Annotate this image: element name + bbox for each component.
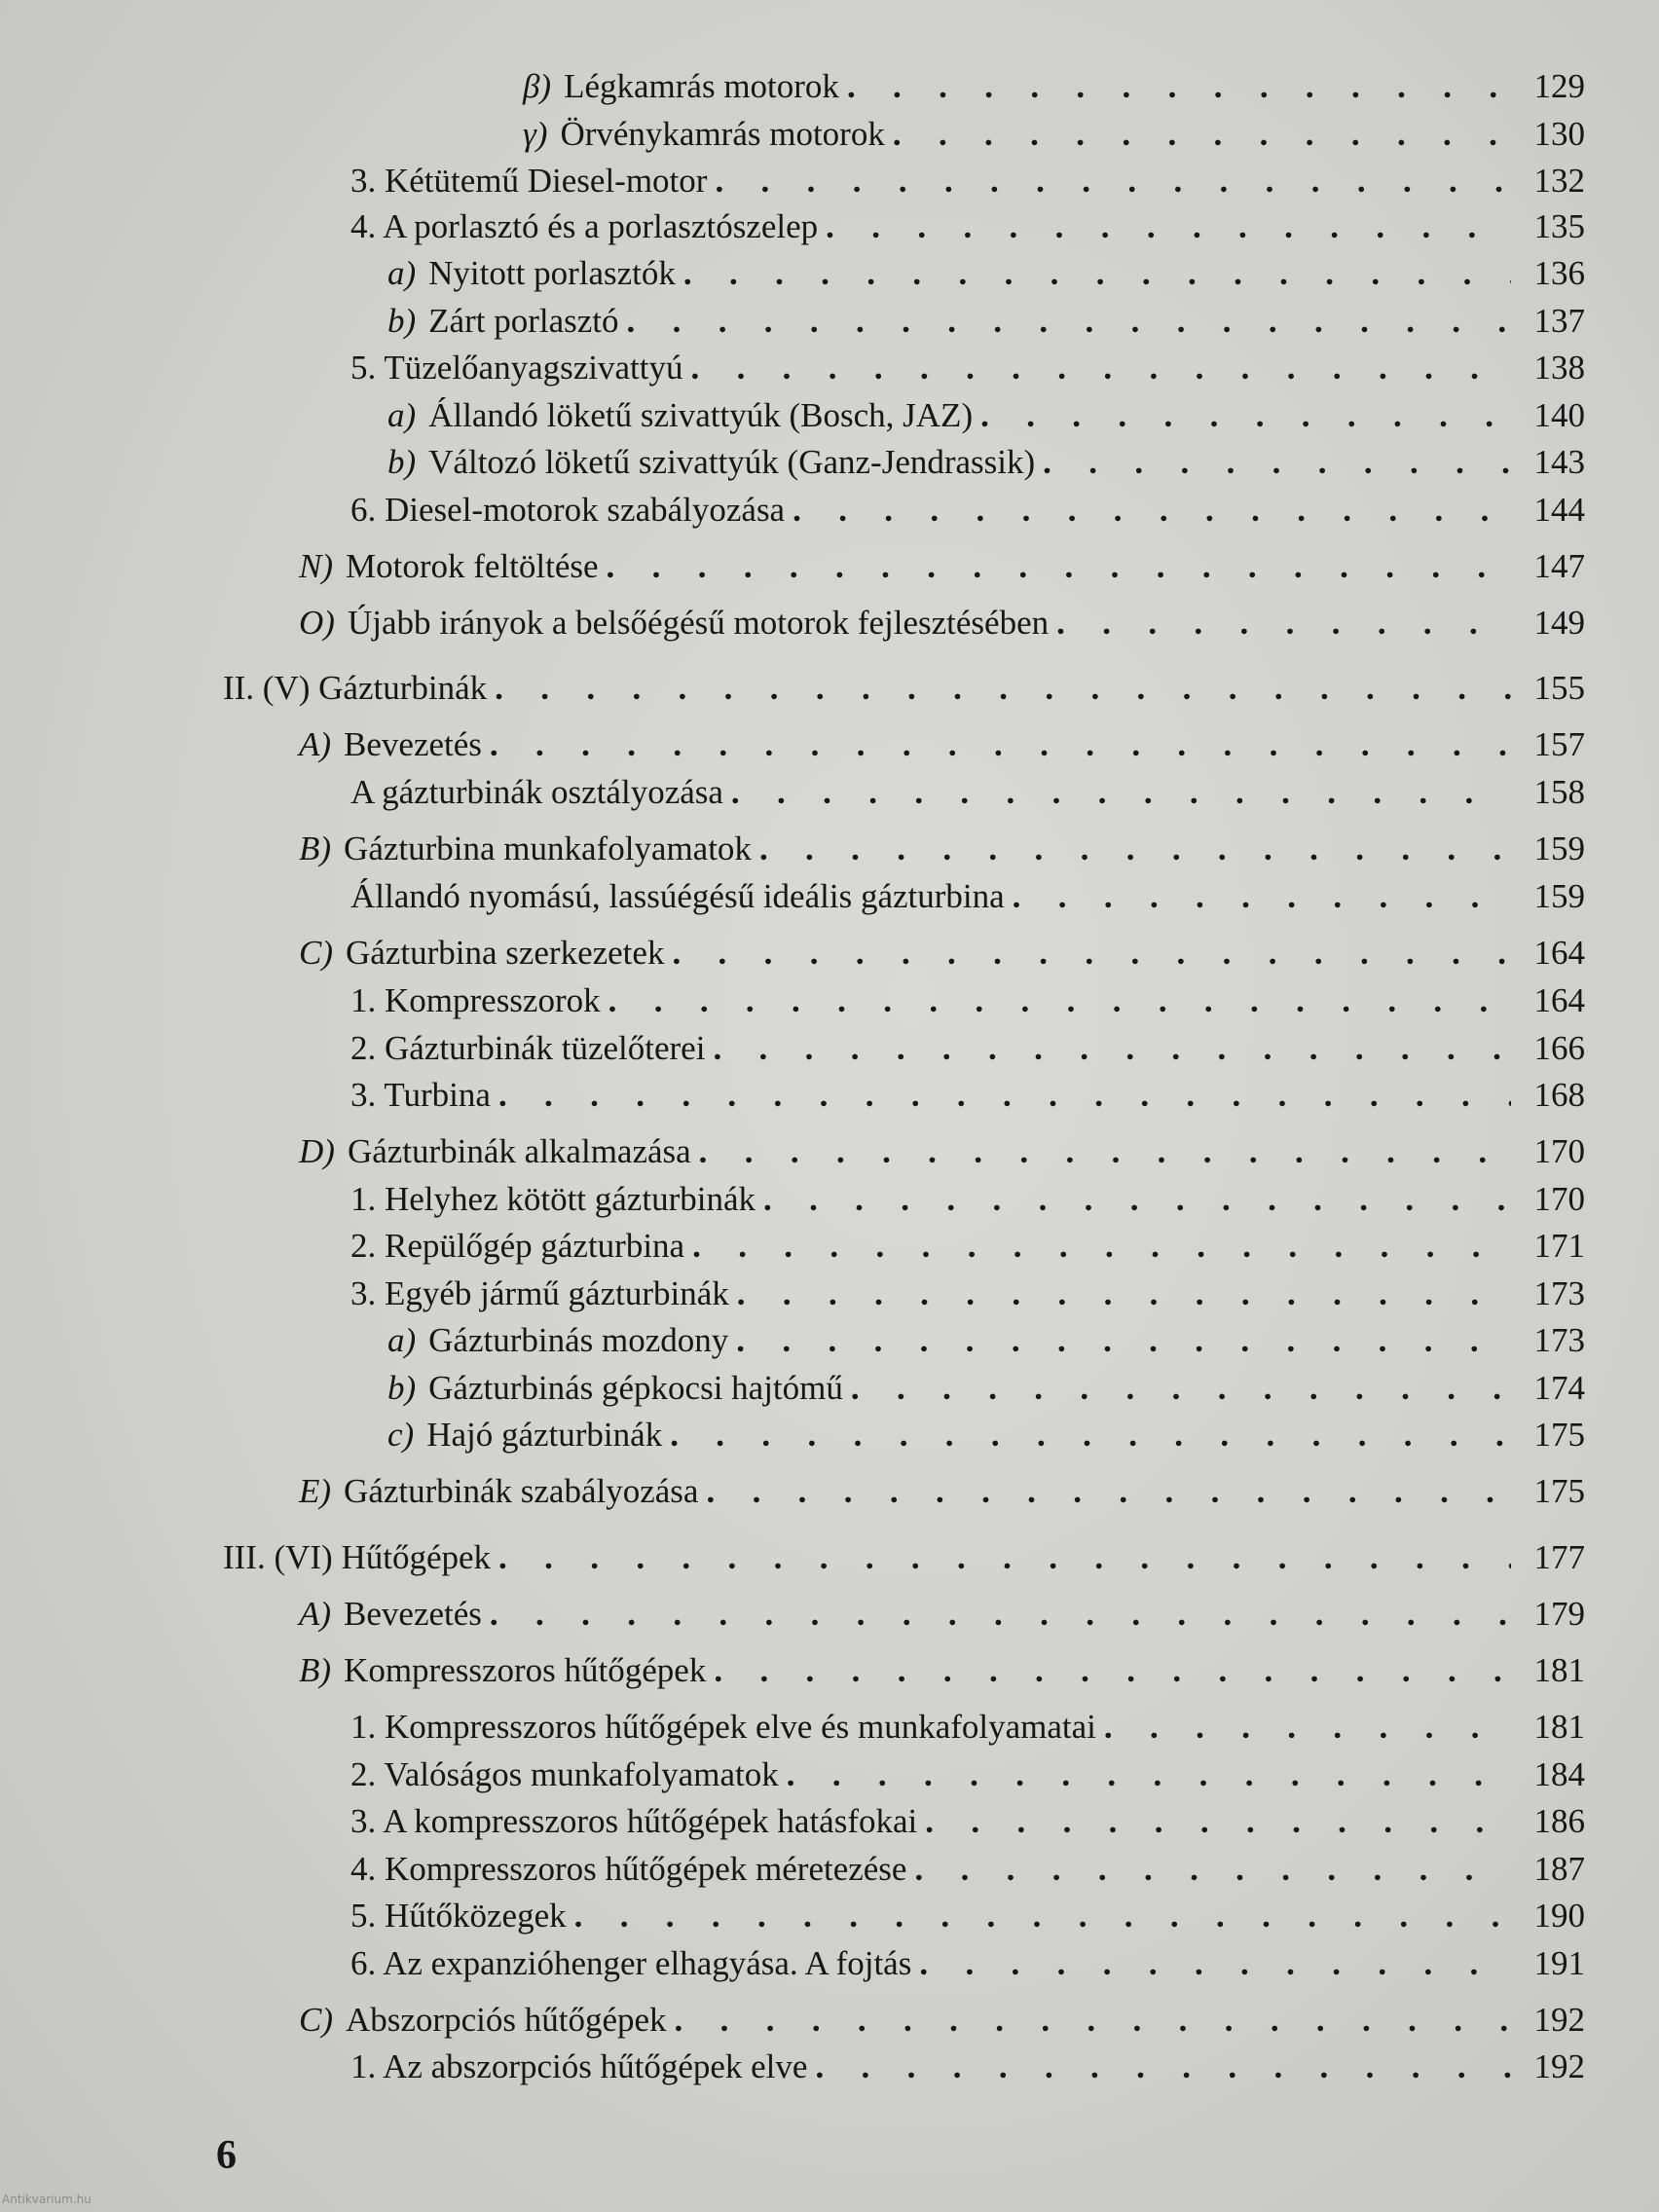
dot-leader	[759, 829, 1511, 869]
toc-entry-title: Örvénykamrás motorok	[560, 115, 885, 153]
dot-leader	[914, 1849, 1511, 1890]
toc-entry-title: Zárt porlasztó	[428, 302, 619, 340]
toc-entry-marker: N)	[299, 547, 333, 585]
toc-entry	[350, 1069, 1585, 1116]
toc-entry-page: 170	[1533, 1132, 1585, 1170]
toc-entry	[350, 342, 1585, 388]
dot-leader	[736, 1320, 1511, 1361]
toc-entry-page: 175	[1533, 1472, 1585, 1510]
dot-leader	[498, 1537, 1511, 1578]
toc-entry-marker: b)	[387, 302, 417, 340]
dot-leader	[498, 1075, 1511, 1116]
toc-entry-page: 181	[1533, 1708, 1585, 1746]
toc-entry	[387, 247, 1585, 294]
toc-entry-page: 164	[1533, 934, 1585, 972]
toc-entry	[350, 1890, 1585, 1936]
toc-entry-page: 181	[1533, 1651, 1585, 1689]
toc-entry-marker: B)	[299, 830, 332, 867]
toc-entry-label	[299, 933, 664, 974]
page-number: 6	[216, 2133, 237, 2178]
toc-entry-title: II. (V) Gázturbinák	[223, 669, 488, 707]
toc-entry-title: Kompresszoros hűtőgépek	[344, 1651, 707, 1689]
toc-entry	[350, 766, 1585, 813]
toc-entry-page: 174	[1533, 1369, 1585, 1407]
toc-entry-label	[299, 2000, 667, 2041]
toc-entry-title: III. (VI) Hűtőgépek	[223, 1538, 492, 1576]
toc-entry-page: 149	[1533, 604, 1585, 642]
toc-entry-title: 3. A kompresszoros hűtőgépek hatásfokai	[350, 1802, 918, 1840]
toc-entry-title: Állandó nyomású, lassúégésű ideális gázturbina	[350, 877, 1005, 915]
toc-entry-label	[387, 1320, 728, 1361]
dot-leader	[793, 490, 1511, 531]
toc-entry-label	[387, 442, 1035, 483]
toc-entry-page: 138	[1533, 349, 1585, 387]
toc-entry	[299, 1125, 1585, 1172]
toc-entry-label	[223, 1537, 491, 1578]
dot-leader	[607, 546, 1511, 587]
dot-leader	[714, 1650, 1511, 1691]
toc-entry-label	[387, 1415, 662, 1456]
toc-entry-title: Hajó gázturbinák	[426, 1416, 663, 1454]
dot-leader	[675, 2000, 1511, 2041]
toc-entry	[350, 2041, 1585, 2087]
dot-leader	[847, 66, 1511, 107]
dot-leader	[980, 395, 1511, 436]
toc-entry	[350, 1749, 1585, 1795]
toc-entry	[387, 436, 1585, 483]
toc-entry	[299, 927, 1585, 974]
toc-entry	[350, 201, 1585, 247]
toc-entry-label	[350, 1075, 491, 1116]
toc-entry	[387, 389, 1585, 436]
toc-entry	[299, 597, 1585, 644]
dot-leader	[490, 724, 1511, 765]
toc-entry-title: Gázturbinák alkalmazása	[347, 1132, 691, 1170]
toc-entry-page: 143	[1533, 443, 1585, 481]
toc-entry-title: A gázturbinák osztályozása	[350, 773, 723, 811]
toc-entry-title: 2. Repülőgép gázturbina	[350, 1227, 685, 1265]
toc-entry-page: 191	[1533, 1944, 1585, 1982]
toc-entry-page: 168	[1533, 1076, 1585, 1114]
toc-entry	[387, 1314, 1585, 1361]
toc-entry-title: 2. Valóságos munkafolyamatok	[350, 1755, 779, 1793]
toc-entry	[387, 295, 1585, 342]
toc-entry	[350, 1701, 1585, 1748]
toc-entry-label	[350, 1707, 1096, 1748]
toc-entry-label	[387, 253, 676, 294]
toc-entry-title: 3. Egyéb jármű gázturbinák	[350, 1274, 729, 1312]
toc-entry-title: Gázturbinás gépkocsi hajtómű	[428, 1369, 843, 1407]
toc-entry-marker: a)	[387, 1321, 417, 1359]
toc-entry-title: Abszorpciós hűtőgépek	[346, 2001, 667, 2039]
toc-entry-label	[350, 1849, 906, 1890]
dot-leader	[851, 1368, 1511, 1409]
toc-entry-page: 173	[1533, 1274, 1585, 1312]
toc-entry-title: 1. Az abszorpciós hűtőgépek elve	[350, 2047, 808, 2085]
toc-entry-title: 2. Gázturbinák tüzelőterei	[350, 1029, 706, 1067]
dot-leader	[672, 933, 1511, 974]
dot-leader	[574, 1896, 1511, 1936]
toc-entry-label	[387, 301, 619, 342]
toc-entry	[350, 1022, 1585, 1069]
toc-entry-page: 147	[1533, 547, 1585, 585]
toc-entry	[299, 1588, 1585, 1635]
dot-leader	[490, 1594, 1511, 1635]
toc-entry	[299, 1644, 1585, 1691]
toc-entry-page: 140	[1533, 396, 1585, 434]
toc-entry-label	[350, 1896, 567, 1936]
toc-entry-title: Gázturbina munkafolyamatok	[344, 830, 752, 867]
toc-entry-marker: b)	[387, 1369, 417, 1407]
dot-leader	[692, 1226, 1511, 1267]
toc-entry-marker: D)	[299, 1132, 335, 1170]
toc-entry-marker: a)	[387, 254, 417, 292]
toc-entry-title: Bevezetés	[344, 1595, 482, 1633]
toc-entry-page: 192	[1533, 2001, 1585, 2039]
toc-entry-page: 170	[1533, 1180, 1585, 1218]
dot-leader	[1056, 603, 1511, 644]
toc-entry-page: 177	[1533, 1538, 1585, 1576]
dot-leader	[690, 348, 1511, 388]
toc-entry	[350, 1937, 1585, 1984]
dot-leader	[737, 1273, 1511, 1314]
toc-entry-title: Bevezetés	[344, 725, 482, 763]
toc-entry-label	[350, 161, 707, 202]
toc-entry-title: 6. Diesel-motorok szabályozása	[350, 491, 786, 529]
toc-entry	[299, 540, 1585, 587]
toc-entry-page: 144	[1533, 491, 1585, 529]
toc-entry-label	[350, 1943, 911, 1984]
toc-entry-label	[523, 66, 839, 107]
toc-entry	[350, 1795, 1585, 1842]
dot-leader	[715, 161, 1511, 202]
toc-entry	[299, 719, 1585, 765]
toc-entry-label	[350, 772, 723, 813]
dot-leader	[713, 1028, 1511, 1069]
toc-entry-page: 190	[1533, 1897, 1585, 1935]
toc-entry-marker: O)	[299, 604, 335, 642]
toc-entry-page: 164	[1533, 981, 1585, 1019]
toc-entry	[350, 1268, 1585, 1314]
toc-entry-page: 136	[1533, 254, 1585, 292]
toc-entry-label	[223, 668, 487, 709]
toc-entry	[523, 108, 1585, 155]
toc-entry	[350, 1843, 1585, 1890]
toc-entry-label	[299, 1594, 482, 1635]
toc-entry-page: 132	[1533, 162, 1585, 200]
toc-entry-label	[350, 1028, 705, 1069]
dot-leader	[763, 1179, 1511, 1220]
toc-entry-marker: C)	[299, 934, 333, 972]
toc-entry	[299, 1465, 1585, 1512]
toc-entry-label	[350, 206, 818, 247]
toc-entry-page: 171	[1533, 1227, 1585, 1265]
watermark: Antikvarium.hu	[2, 2193, 92, 2206]
dot-leader	[1013, 876, 1511, 917]
toc-entry	[350, 975, 1585, 1021]
toc-entry-label	[350, 1754, 779, 1795]
toc-entry-title: 1. Helyhez kötött gázturbinák	[350, 1180, 756, 1218]
toc-entry-marker: β)	[523, 67, 552, 105]
toc-entry-marker: c)	[387, 1416, 415, 1454]
toc-entry-label	[350, 980, 601, 1021]
dot-leader	[815, 2046, 1511, 2087]
toc-entry-page: 137	[1533, 302, 1585, 340]
toc-entry-page: 175	[1533, 1416, 1585, 1454]
toc-entry-title: 4. A porlasztó és a porlasztószelep	[350, 207, 819, 245]
toc-entry-label	[350, 876, 1005, 917]
toc-entry-label	[299, 1471, 698, 1512]
toc-entry-page: 159	[1533, 877, 1585, 915]
dot-leader	[787, 1754, 1511, 1795]
toc-entry-title: 4. Kompresszoros hűtőgépek méretezése	[350, 1850, 907, 1888]
dot-leader	[1043, 442, 1511, 483]
toc-entry-marker: E)	[299, 1472, 332, 1510]
toc-entry-page: 173	[1533, 1321, 1585, 1359]
dot-leader	[893, 114, 1511, 155]
toc-entry-marker: a)	[387, 396, 417, 434]
toc-entry-page: 155	[1533, 669, 1585, 707]
toc-entry-title: 5. Tüzelőanyagszivattyú	[350, 349, 683, 387]
toc-entry-title: Újabb irányok a belsőégésű motorok fejlesztésében	[347, 604, 1050, 642]
dot-leader	[925, 1801, 1511, 1842]
toc-entry-label	[350, 1801, 917, 1842]
toc-entry-label	[299, 603, 1049, 644]
toc-entry-title: Légkamrás motorok	[564, 67, 839, 105]
toc-entry-label	[299, 829, 752, 869]
toc-entry-title: 3. Kétütemű Diesel-motor	[350, 162, 708, 200]
dot-leader	[731, 772, 1511, 813]
toc-entry-marker: b)	[387, 443, 417, 481]
dot-leader	[826, 206, 1511, 247]
toc-entry-title: 1. Kompresszoros hűtőgépek elve és munkafolyamatai	[350, 1708, 1096, 1746]
toc-entry-page: 129	[1533, 67, 1585, 105]
toc-entry-title: Állandó löketű szivattyúk (Bosch, JAZ)	[428, 396, 974, 434]
toc-entry-title: Gázturbina szerkezetek	[346, 934, 665, 972]
toc-entry-page: 158	[1533, 773, 1585, 811]
toc-entry-label	[299, 546, 599, 587]
toc-entry-marker: A)	[299, 725, 332, 763]
toc-entry-title: 6. Az expanzióhenger elhagyása. A fojtás	[350, 1944, 912, 1982]
toc-entry-label	[387, 395, 973, 436]
toc-entry-title: Gázturbinák szabályozása	[344, 1472, 699, 1510]
toc-entry-page: 184	[1533, 1755, 1585, 1793]
dot-leader	[670, 1415, 1511, 1456]
toc-entry-label	[299, 724, 482, 765]
toc-entry-label	[350, 1179, 756, 1220]
toc-entry-page: 166	[1533, 1029, 1585, 1067]
toc-entry	[350, 484, 1585, 531]
toc-entry-page: 179	[1533, 1595, 1585, 1633]
toc-entry-label	[523, 114, 885, 155]
toc-entry-marker: A)	[299, 1595, 332, 1633]
toc-entry-label	[350, 2046, 807, 2087]
dot-leader	[683, 253, 1511, 294]
toc-entry	[350, 1173, 1585, 1220]
toc-entry-page: 135	[1533, 207, 1585, 245]
toc-entry-marker: C)	[299, 2001, 333, 2039]
toc-entry-title: Gázturbinás mozdony	[428, 1321, 729, 1359]
toc-entry-title: Nyitott porlasztók	[428, 254, 676, 292]
toc-entry	[350, 1220, 1585, 1267]
toc-entry	[299, 823, 1585, 869]
toc-entry	[350, 155, 1585, 202]
toc-entry-title: Motorok feltöltése	[346, 547, 599, 585]
toc-entry-label	[299, 1131, 691, 1172]
toc-entry	[299, 1994, 1585, 2041]
toc-entry-label	[350, 1273, 729, 1314]
toc-entry-page: 157	[1533, 725, 1585, 763]
toc-entry-page: 192	[1533, 2047, 1585, 2085]
toc-entry-marker: B)	[299, 1651, 332, 1689]
dot-leader	[706, 1471, 1511, 1512]
toc-entry-title: 5. Hűtőközegek	[350, 1897, 567, 1935]
toc-entry-page: 186	[1533, 1802, 1585, 1840]
toc-entry-title: Változó löketű szivattyúk (Ganz-Jendrassik)	[428, 443, 1036, 481]
dot-leader	[919, 1943, 1511, 1984]
toc-entry-title: 1. Kompresszorok	[350, 981, 601, 1019]
toc-entry	[223, 1531, 1585, 1578]
toc-entry	[387, 1362, 1585, 1409]
dot-leader	[699, 1131, 1511, 1172]
toc-entry-title: 3. Turbina	[350, 1076, 491, 1114]
toc-entry	[350, 870, 1585, 917]
toc-entry	[387, 1409, 1585, 1456]
toc-entry-label	[299, 1650, 706, 1691]
dot-leader	[608, 980, 1511, 1021]
toc-entry-page: 187	[1533, 1850, 1585, 1888]
toc-entry-label	[350, 348, 682, 388]
toc-entry-label	[350, 1226, 684, 1267]
toc-entry	[523, 60, 1585, 107]
toc-entry-label	[387, 1368, 843, 1409]
dot-leader	[627, 301, 1512, 342]
toc-entry-page: 130	[1533, 115, 1585, 153]
toc-entry	[223, 662, 1585, 709]
toc-entry-page: 159	[1533, 830, 1585, 867]
toc-entry-marker: γ)	[523, 115, 548, 153]
toc-entry-label	[350, 490, 785, 531]
dot-leader	[1104, 1707, 1511, 1748]
dot-leader	[495, 668, 1511, 709]
